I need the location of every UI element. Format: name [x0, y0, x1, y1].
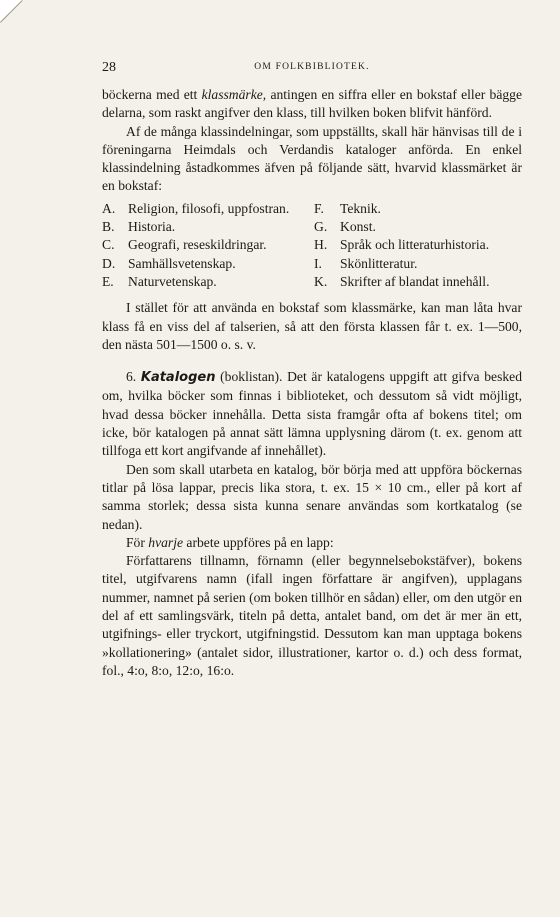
- class-label: Skrifter af blandat innehåll.: [340, 273, 490, 289]
- text-span: arbete uppföres på en lapp:: [183, 534, 334, 550]
- paragraph-slips: Den som skall utarbeta en katalog, bör börja med att uppföra böckernas titlar på lösa lappar, precis lika stora, t. ex. 15 × 10 cm., eller på kort af samma storlek; dessa sista kunna senare användas som kortkatalog (se nedan).: [102, 461, 522, 532]
- paragraph-entry-fields: Författarens tillnamn, förnamn (eller begynnelsebokstäfver), bokens titel, utgifvarens namn (ifall ingen författare är angifven), upplagans nummer, namnet på serien (om boken tillhör en sådan) eller, om den utgör en del af ett samlingsvärk, titeln på detta, antalet band, om det är mer än ett, utgifnings- eller tryckort, utgifningstid. Dessutom kan man upptaga bokens »kollationering» (antalet sidor, illustrationer, kartor o. d.) och dess format, fol., 4:o, 8:o, 12:o, 16:o.: [102, 553, 522, 678]
- class-item: [102, 236, 310, 254]
- class-label: Historia.: [128, 219, 176, 235]
- section-number: 6.: [126, 369, 137, 385]
- class-key: G.: [314, 219, 328, 235]
- body-text: [102, 86, 522, 680]
- class-key: F.: [314, 200, 324, 216]
- class-list: [102, 200, 522, 291]
- paragraph-each-work: [102, 534, 522, 552]
- italic-term: klassmärke,: [201, 87, 267, 102]
- class-label: Religion, filosofi, uppfostran.: [128, 200, 290, 216]
- paragraph-classifications: Af de många klassindelningar, som uppställts, skall här hänvisas till de i föreningarna Heimdals och Verdandis kataloger anförda. En enkel klassindelning åstadkommes äfven på följande sätt, hvarvid klassmärket är en bokstaf:: [102, 123, 522, 194]
- section-title: Katalogen: [140, 370, 216, 386]
- section-catalog: [102, 368, 522, 460]
- class-item: [314, 200, 522, 218]
- class-key: H.: [314, 237, 328, 253]
- paragraph-number-ranges: I stället för att använda en bokstaf som klassmärke, kan man låta hvar klass få en viss del af talserien, så att den första klassen får t. ex. 1—500, den nästa 501—1500 o. s. v.: [102, 300, 522, 352]
- class-column-right: [310, 200, 522, 291]
- class-key: E.: [102, 273, 114, 289]
- class-key: K.: [314, 273, 328, 289]
- class-item: [102, 218, 310, 236]
- class-item: [102, 200, 310, 218]
- class-key: D.: [102, 255, 116, 271]
- class-item: [314, 255, 522, 273]
- text-span: (boklistan). Det är katalogens uppgift att gifva besked om, hvilka böcker som finnas i biblioteket, och dessutom så vidt möjligt, hvad dessa böcker innehålla. Detta sista framgår ofta af bokens titel; om icke, bör katalogen på annat sätt lämna upplysning därom (t. ex. genom att tillfoga ett kort angifvande af innehållet).: [102, 369, 522, 459]
- class-label: Naturvetenskap.: [128, 273, 217, 289]
- running-title: OM FOLKBIBLIOTEK.: [254, 62, 370, 72]
- class-label: Språk och litteraturhistoria.: [340, 237, 490, 253]
- italic-term: hvarje: [148, 534, 184, 550]
- class-label: Geografi, reseskildringar.: [128, 237, 267, 253]
- class-item: [314, 236, 522, 254]
- class-column-left: [102, 200, 310, 291]
- class-label: Samhällsvetenskap.: [128, 255, 236, 271]
- class-key: C.: [102, 237, 115, 253]
- class-label: Konst.: [340, 219, 376, 235]
- class-item: [314, 273, 522, 291]
- class-key: B.: [102, 219, 115, 235]
- text-span: antingen en siffra eller en bokstaf eller bägge delarna, som raskt angifver den klass, till hvilken boken blifvit hänförd.: [102, 87, 522, 121]
- class-item: [102, 273, 310, 291]
- page-number: 28: [102, 60, 116, 75]
- paragraph-classmark: [102, 86, 522, 123]
- class-item: [102, 255, 310, 273]
- text-span: böckerna med ett: [102, 87, 202, 102]
- page-header: [102, 60, 522, 76]
- class-label: Skönlitteratur.: [340, 255, 418, 271]
- class-item: [314, 218, 522, 236]
- class-label: Teknik.: [340, 200, 381, 216]
- class-key: I.: [314, 255, 322, 271]
- text-span: För: [126, 534, 149, 550]
- class-key: A.: [102, 200, 116, 216]
